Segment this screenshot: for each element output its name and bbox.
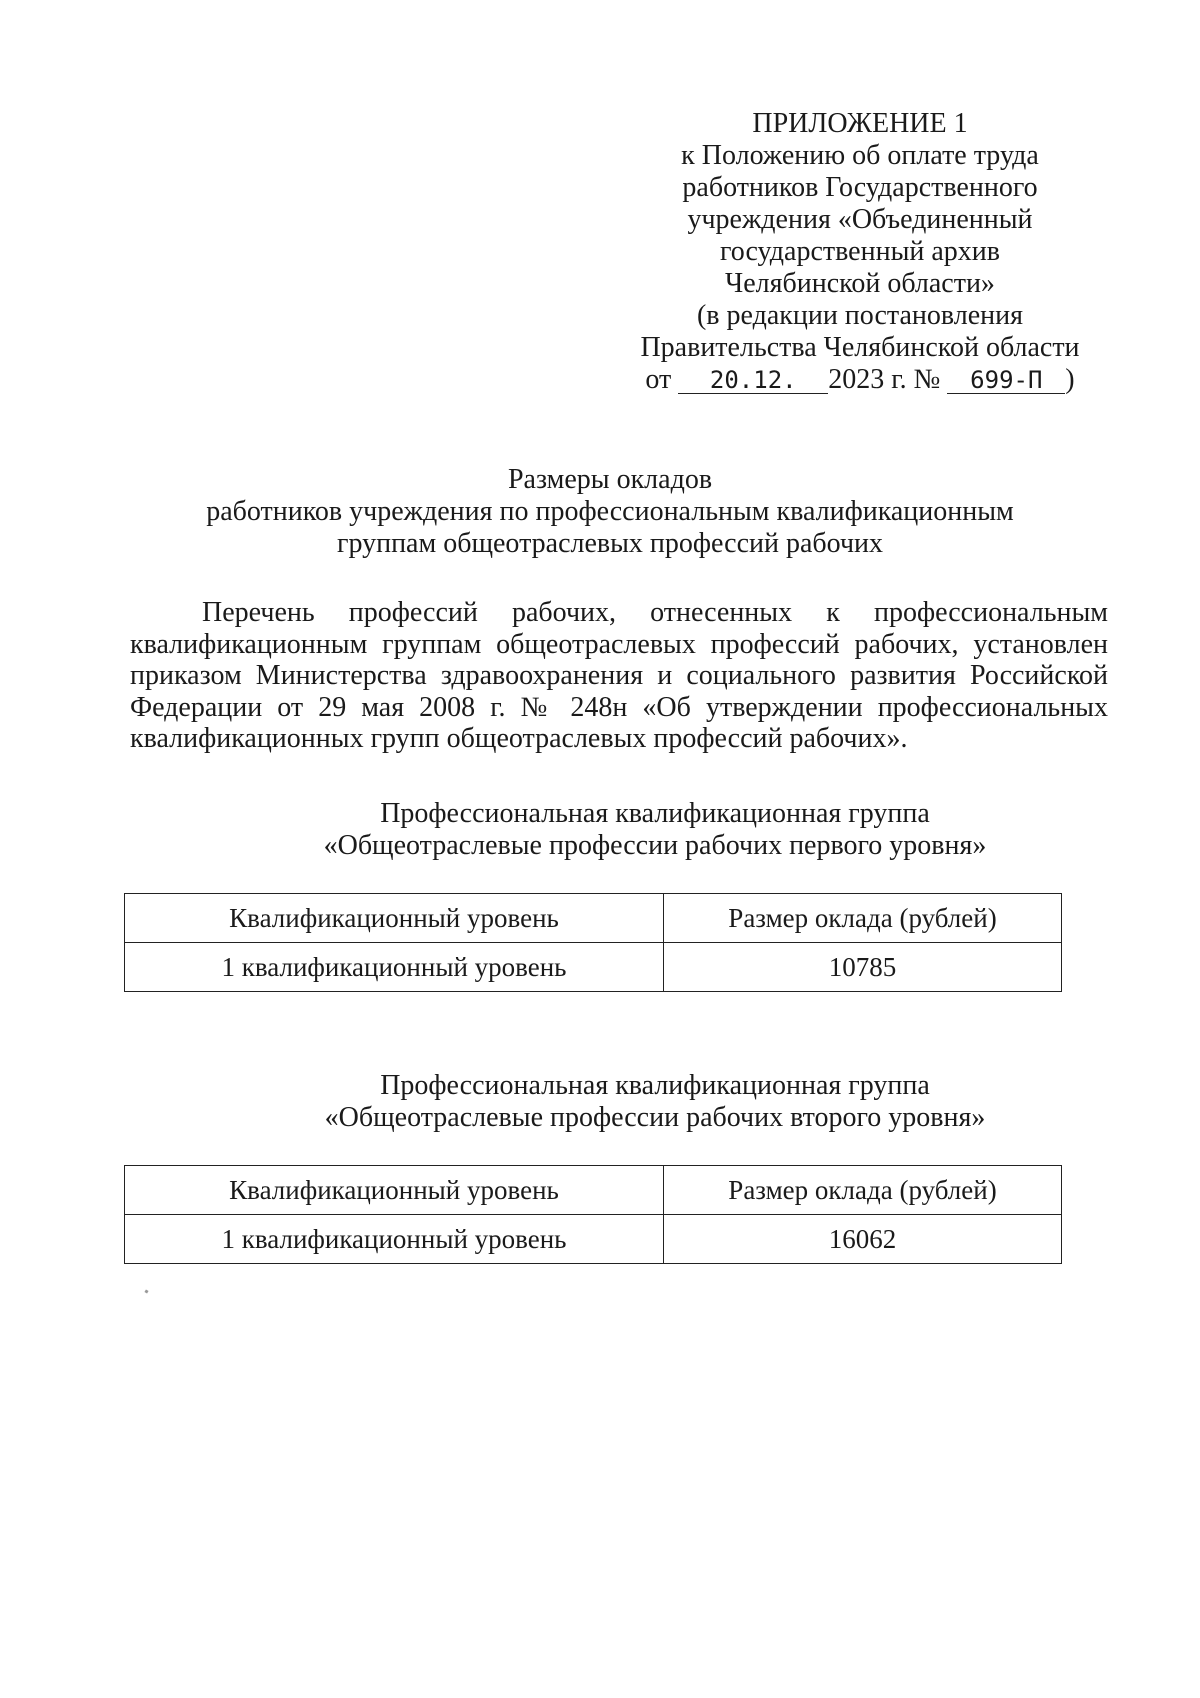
header-line: Челябинской области» [725, 268, 995, 299]
header-line: Правительства Челябинской области [640, 332, 1080, 363]
title-line: Размеры окладов [507, 464, 713, 495]
group-2-title [130, 1070, 1180, 1134]
table-row [125, 1215, 1062, 1264]
document-title [130, 464, 1090, 560]
header-line: учреждения «Объединенный [687, 204, 1033, 235]
header-line: (в редакции постановления [696, 300, 1024, 331]
salary-table-group-2 [124, 1165, 1062, 1264]
date-prefix: от [645, 364, 672, 395]
title-line: группам общеотраслевых профессий рабочих [336, 528, 884, 559]
group-title-line: Профессиональная квалификационная группа [380, 1070, 930, 1101]
table-header-row [125, 894, 1062, 943]
table-header-row [125, 1166, 1062, 1215]
group-title-line: «Общеотраслевые профессии рабочих первого уровня» [323, 830, 987, 861]
salary-table-group-1 [124, 893, 1062, 992]
header-line: к Положению об оплате труда [681, 140, 1039, 171]
header-line: работников Государственного [682, 172, 1038, 203]
resolution-number: 699-П [947, 367, 1065, 394]
resolution-date: 20.12. [678, 367, 828, 394]
table-row [125, 943, 1062, 992]
close-paren: ) [1065, 364, 1075, 395]
header-salary: Размер оклада (рублей) [664, 1166, 1062, 1215]
qualification-level-cell: 1 квалификационный уровень [125, 943, 664, 992]
resolution-date-line [600, 364, 1120, 396]
group-1-title [130, 798, 1180, 862]
title-line: работников учреждения по профессиональным квалификационным [206, 496, 1014, 527]
group-title-line: Профессиональная квалификационная группа [380, 798, 930, 829]
appendix-header [600, 108, 1120, 396]
scan-speck [144, 1289, 148, 1293]
header-qualification-level: Квалификационный уровень [125, 894, 664, 943]
header-line: государственный архив [720, 236, 1000, 267]
header-qualification-level: Квалификационный уровень [125, 1166, 664, 1215]
group-title-line: «Общеотраслевые профессии рабочих второго уровня» [324, 1102, 986, 1133]
salary-cell: 16062 [664, 1215, 1062, 1264]
year-text: 2023 г. № [828, 364, 941, 395]
header-salary: Размер оклада (рублей) [664, 894, 1062, 943]
intro-paragraph: Перечень профессий рабочих, отнесенных к профессиональным квалификационным группам общеотраслевых профессий рабочих, установлен приказом Министерства здравоохранения и социального развития Российской Федерации от 29 мая 2008 г. № 248н «Об утверждении профессиональных квалификационных групп общеотраслевых профессий рабочих». [130, 597, 1108, 754]
appendix-title: ПРИЛОЖЕНИЕ 1 [752, 108, 968, 139]
salary-cell: 10785 [664, 943, 1062, 992]
qualification-level-cell: 1 квалификационный уровень [125, 1215, 664, 1264]
